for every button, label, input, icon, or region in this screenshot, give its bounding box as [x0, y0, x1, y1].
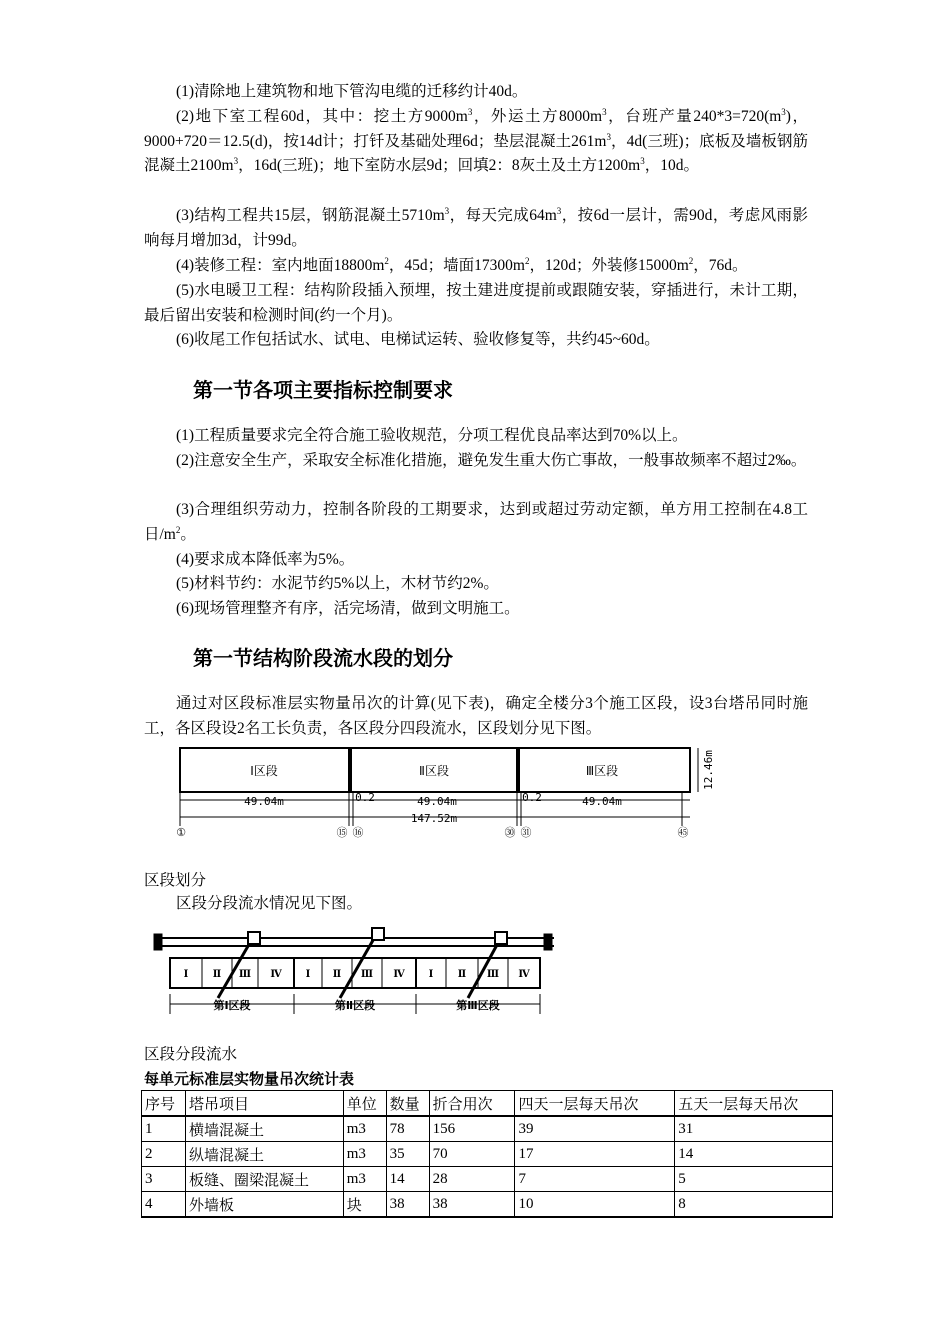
- table-cell: 5: [675, 1167, 833, 1192]
- table-cell: 31: [675, 1116, 833, 1142]
- total-length-label: 147.52m: [410, 812, 458, 825]
- table-cell: 3: [142, 1167, 186, 1192]
- table-cell: 38: [386, 1192, 429, 1218]
- cell-label: Ⅱ: [457, 969, 467, 980]
- table-cell: 7: [515, 1167, 675, 1192]
- table-cell: m3: [343, 1142, 386, 1167]
- target-item-6: (6)现场管理整齐有序，活完场清，做到文明施工。: [176, 600, 520, 617]
- segment-flow-figure: [152, 922, 562, 1034]
- column-header: 折合用次: [429, 1091, 515, 1117]
- table-cell: 2: [142, 1142, 186, 1167]
- rail-end-left: [154, 934, 162, 950]
- column-header: 五天一层每天吊次: [675, 1091, 833, 1117]
- axis-label-1: ①: [176, 826, 186, 839]
- table-cell: 横墙混凝土: [185, 1116, 343, 1142]
- duration-item-3: (3)结构工程共15层，钢筋混凝土$5710m^3$，每天完成$64m^3$，按6d一层计，需90d，考虑风雨影响每月增加3d，计99d。: [144, 205, 808, 249]
- gap-label-1: 0.2: [355, 791, 375, 804]
- rail-end-right: [544, 934, 552, 950]
- height-dimension-label: 12.46m: [702, 750, 715, 790]
- table-cell: 14: [675, 1142, 833, 1167]
- table-cell: 35: [386, 1142, 429, 1167]
- table-cell: 14: [386, 1167, 429, 1192]
- zone-label-2: Ⅱ区段: [419, 764, 449, 778]
- section-heading-flow: 第一节结构阶段流水段的划分: [193, 646, 453, 670]
- table-row: [142, 1116, 833, 1142]
- column-header: 单位: [343, 1091, 386, 1117]
- target-item-4: (4)要求成本降低率为5%。: [176, 551, 355, 568]
- table-cell: 1: [142, 1116, 186, 1142]
- axis-label-16: ⑯: [352, 826, 364, 839]
- axis-label-31: ㉛: [520, 826, 532, 839]
- table-cell: 156: [429, 1116, 515, 1142]
- table-row: [142, 1142, 833, 1167]
- target-item-3: (3)合理组织劳动力，控制各阶段的工期要求，达到或超过劳动定额，单方用工控制在4.8工日$/m^2$。: [144, 501, 808, 543]
- zone-division-figure: [172, 744, 720, 840]
- cell-label: Ⅲ: [238, 969, 252, 980]
- table-cell: 外墙板: [185, 1192, 343, 1218]
- cell-label: Ⅱ: [212, 969, 222, 980]
- table-cell: 70: [429, 1142, 515, 1167]
- table-title: 每单元标准层实物量吊次统计表: [144, 1070, 355, 1088]
- table-cell: 10: [515, 1192, 675, 1218]
- table-row: [142, 1167, 833, 1192]
- column-header: 数量: [386, 1091, 429, 1117]
- cell-label: Ⅲ: [486, 969, 500, 980]
- column-header: 塔吊项目: [185, 1091, 343, 1117]
- column-header: 四天一层每天吊次: [515, 1091, 675, 1117]
- duration-item-4: (4)装修工程：室内地面$18800m^2$，45d；墙面$17300m^2$，120d；外装修$15000m^2$，76d。: [176, 255, 748, 274]
- zone-label-3: Ⅲ区段: [585, 764, 619, 778]
- table-cell: 板缝、圈梁混凝土: [185, 1167, 343, 1192]
- table-cell: 4: [142, 1192, 186, 1218]
- table-cell: 块: [343, 1192, 386, 1218]
- lift-count-table: [141, 1090, 833, 1218]
- section-heading-targets: 第一节各项主要指标控制要求: [193, 378, 453, 402]
- duration-item-5: (5)水电暖卫工程：结构阶段插入预埋，按土建进度提前或跟随安装，穿插进行，未计工期，最后留出安装和检测时间(约一个月)。: [144, 282, 808, 324]
- figure-caption-segment-flow: 区段分段流水: [144, 1046, 238, 1063]
- duration-item-1: (1)清除地上建筑物和地下管沟电缆的迁移约计40d。: [176, 83, 528, 100]
- table-cell: 28: [429, 1167, 515, 1192]
- cell-label: Ⅱ: [332, 969, 342, 980]
- target-item-2: (2)注意安全生产，采取安全标准化措施，避免发生重大伤亡事故，一般事故频率不超过2‰。: [176, 452, 807, 469]
- figure-caption-zone-division: 区段划分: [144, 872, 207, 889]
- cell-label: Ⅰ: [305, 969, 311, 980]
- table-cell: m3: [343, 1116, 386, 1142]
- table-header-row: [142, 1091, 833, 1117]
- cell-label: Ⅳ: [393, 969, 405, 980]
- table-cell: 78: [386, 1116, 429, 1142]
- duration-item-2: (2)地下室工程60d，其中：挖土方$9000m^3$，外运土方$8000m^3$，台班产量$240*3=720(m^3)$，9000+720＝12.5(d)，按14d计；打钎及基础处理6d；垫层混凝土$261m^3$，4d(三班)；底板及墙板钢筋混凝土$2100m^3$，16d(三班)；地下室防水层9d；回填2：8灰土及土方$1200m^3$，10d。: [144, 106, 809, 174]
- cell-label: Ⅰ: [428, 969, 434, 980]
- axis-label-30: ㉚: [504, 826, 516, 839]
- flow-intro: 通过对区段标准层实物量吊次的计算(见下表)，确定全楼分3个施工区段，设3台塔吊同时施工，各区段设2名工长负责，各区段分四段流水，区段划分见下图。: [144, 695, 808, 737]
- gap-label-2: 0.2: [522, 791, 542, 804]
- table-row: [142, 1192, 833, 1218]
- table-cell: m3: [343, 1167, 386, 1192]
- cell-label: Ⅳ: [518, 969, 530, 980]
- duration-item-6: (6)收尾工作包括试水、试电、电梯试运转、验收修复等，共约45~60d。: [176, 331, 660, 348]
- cell-label: Ⅰ: [183, 969, 189, 980]
- target-item-1: (1)工程质量要求完全符合施工验收规范，分项工程优良品率达到70%以上。: [176, 427, 688, 444]
- zone-label-3: 第Ⅲ区段: [456, 999, 500, 1012]
- segment-length-3: 49.04m: [582, 795, 622, 808]
- segment-length-1: 49.04m: [244, 795, 284, 808]
- zone-label-2: 第Ⅱ区段: [334, 999, 376, 1012]
- column-header: 序号: [142, 1091, 186, 1117]
- table-cell: 17: [515, 1142, 675, 1167]
- axis-label-45: ㊺: [677, 826, 689, 839]
- table-cell: 38: [429, 1192, 515, 1218]
- table-cell: 8: [675, 1192, 833, 1218]
- cell-label: Ⅲ: [360, 969, 374, 980]
- target-item-5: (5)材料节约：水泥节约5%以上，木材节约2%。: [176, 575, 499, 592]
- table-cell: 39: [515, 1116, 675, 1142]
- axis-label-15: ⑮: [336, 826, 348, 839]
- cell-label: Ⅳ: [270, 969, 282, 980]
- zone-label-1: Ⅰ区段: [250, 764, 278, 778]
- flow-intro-2: 区段分段流水情况见下图。: [176, 895, 363, 912]
- segment-length-2: 49.04m: [417, 795, 457, 808]
- zone-label-1: 第Ⅰ区段: [213, 999, 251, 1012]
- table-cell: 纵墙混凝土: [185, 1142, 343, 1167]
